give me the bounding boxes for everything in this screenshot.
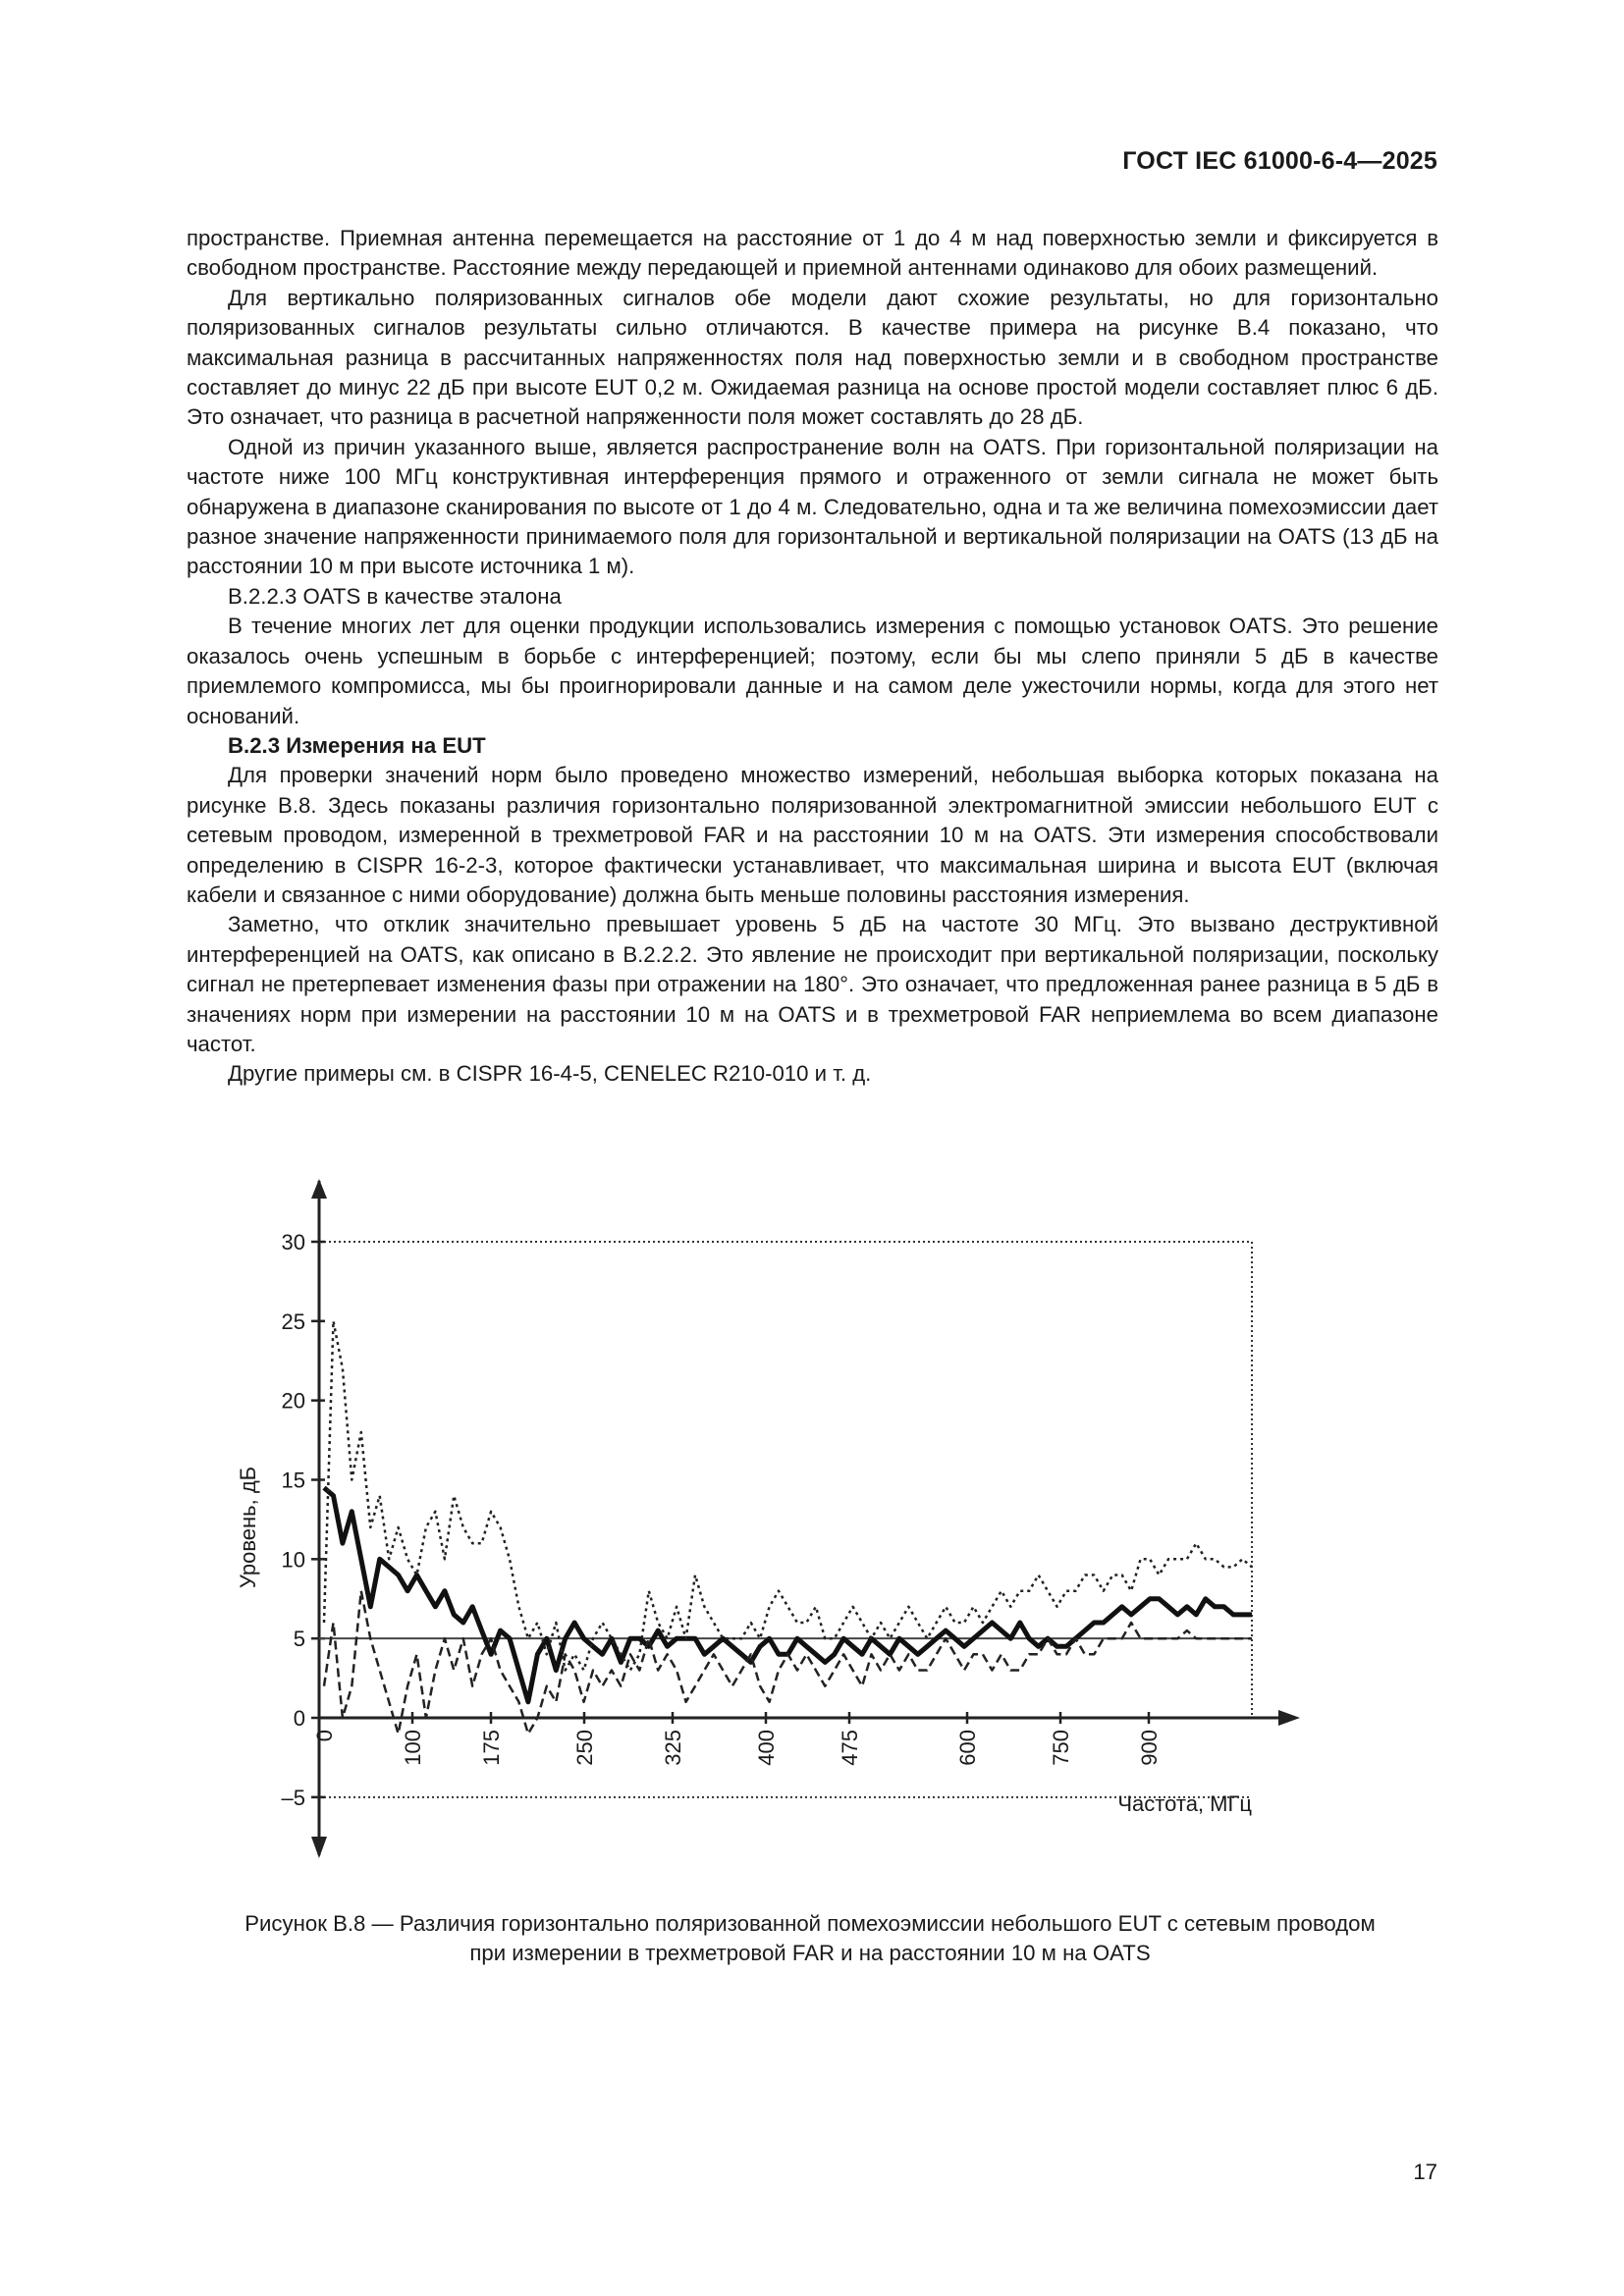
figure-b8: [226, 1173, 1316, 1860]
y-axis-title: Уровень, дБ: [236, 1466, 260, 1589]
y-tick-label: 15: [281, 1468, 305, 1493]
paragraph: В течение многих лет для оценки продукции использовались измерения с помощью установок OATS. Это решение оказалось очень успешным в борьбе с интерференцией; поэтому, если бы мы слепо приняли 5 дБ в качестве приемлемого компромисса, мы бы проигнорировали данные и на самом деле ужесточили нормы, когда для этого нет оснований.: [187, 614, 1438, 728]
paragraph: Другие примеры см. в CISPR 16-4-5, CENELEC R210-010 и т. д.: [228, 1061, 872, 1087]
x-tick-label: 475: [838, 1730, 862, 1766]
x-tick-label: 900: [1137, 1730, 1162, 1766]
y-tick-label: 25: [281, 1308, 305, 1334]
paragraph: Заметно, что отклик значительно превышает уровень 5 дБ на частоте 30 МГц. Это вызвано деструктивной интерференцией на OATS, как описано в В.2.2.2. Это явление не происходит при вертикальной поляризации, поскольку сигнал не претерпевает изменения фазы при отражении на 180°. Это означает, что предложенная ранее разница в 5 дБ в значениях норм при измерении на расстоянии 10 м на OATS и в трехметровой FAR неприемлема во всем диапазоне частот.: [187, 912, 1438, 1056]
section-heading: В.2.3 Измерения на EUT: [228, 732, 486, 758]
body-text: [187, 224, 1438, 1090]
paragraph: Одной из причин указанного выше, является распространение волн на OATS. При горизонтальной поляризации на частоте ниже 100 МГц конструктивная интерференция прямого и отраженного от земли сигнала не может быть обнаружена в диапазоне сканирования по высоте от 1 до 4 м. Следовательно, одна и та же величина помехоэмиссии дает разное значение напряженности принимаемого поля для горизонтальной и вертикальной поляризации на OATS (13 дБ на расстоянии 10 м при высоте источника 1 м).: [187, 434, 1438, 579]
x-axis-title: Частота, МГц: [1117, 1791, 1252, 1816]
x-tick-label: 250: [572, 1730, 597, 1766]
x-tick-label: 600: [955, 1730, 980, 1766]
line-chart: [226, 1173, 1316, 1860]
x-tick-label: 750: [1049, 1730, 1073, 1766]
x-tick-label: 325: [661, 1730, 685, 1766]
paragraph: пространстве. Приемная антенна перемещается на расстояние от 1 до 4 м над поверхностью земли и фиксируется в свободном пространстве. Расстояние между передающей и приемной антеннами одинаково для обоих размещений.: [187, 226, 1438, 281]
x-tick-label: 400: [754, 1730, 779, 1766]
y-tick-label: 20: [281, 1388, 305, 1414]
page-number: 17: [1413, 2160, 1437, 2184]
figure-caption: [137, 1909, 1483, 1969]
subsection-title: В.2.2.3 OATS в качестве эталона: [228, 583, 562, 609]
y-tick-label: 5: [293, 1627, 305, 1652]
y-axis-arrow-down: [311, 1837, 327, 1858]
caption-line-2: при измерении в трехметровой FAR и на расстоянии 10 м на OATS: [469, 1941, 1151, 1966]
x-tick-label: 0: [312, 1730, 337, 1742]
x-axis-arrow: [1278, 1710, 1300, 1726]
y-tick-label: –5: [281, 1785, 305, 1810]
series-mean-line: [324, 1488, 1252, 1702]
y-axis-arrow-up: [311, 1179, 327, 1199]
y-tick-label: 10: [281, 1547, 305, 1573]
document-header: ГОСТ IEC 61000-6-4—2025: [1122, 147, 1437, 175]
x-tick-label: 100: [401, 1730, 425, 1766]
caption-line-1: Рисунок В.8 — Различия горизонтально поляризованной помехоэмиссии небольшого EUT с сетевым проводом: [244, 1911, 1376, 1936]
y-tick-label: 30: [281, 1230, 305, 1255]
paragraph: Для вертикально поляризованных сигналов обе модели дают схожие результаты, но для горизонтально поляризованных сигналов результаты сильно отличаются. В качестве примера на рисунке В.4 показано, что максимальная разница в рассчитанных напряженностях поля над поверхностью земли и в свободном пространстве составляет до минус 22 дБ при высоте EUT 0,2 м. Ожидаемая разница на основе простой модели составляет плюс 6 дБ. Это означает, что разница в расчетной напряженности поля может составлять до 28 дБ.: [187, 285, 1438, 430]
x-tick-label: 175: [479, 1730, 504, 1766]
paragraph: Для проверки значений норм было проведено множество измерений, небольшая выборка которых показана на рисунке В.8. Здесь показаны различия горизонтально поляризованной электромагнитной эмиссии небольшого EUT с сетевым проводом, измеренной в трехметровой FAR и на расстоянии 10 м на OATS. Эти измерения способствовали определению в CISPR 16-2-3, которое фактически устанавливает, что максимальная ширина и высота EUT (включая кабели и связанное с ними оборудование) должна быть меньше половины расстояния измерения.: [187, 763, 1438, 907]
y-tick-label: 0: [293, 1706, 305, 1731]
